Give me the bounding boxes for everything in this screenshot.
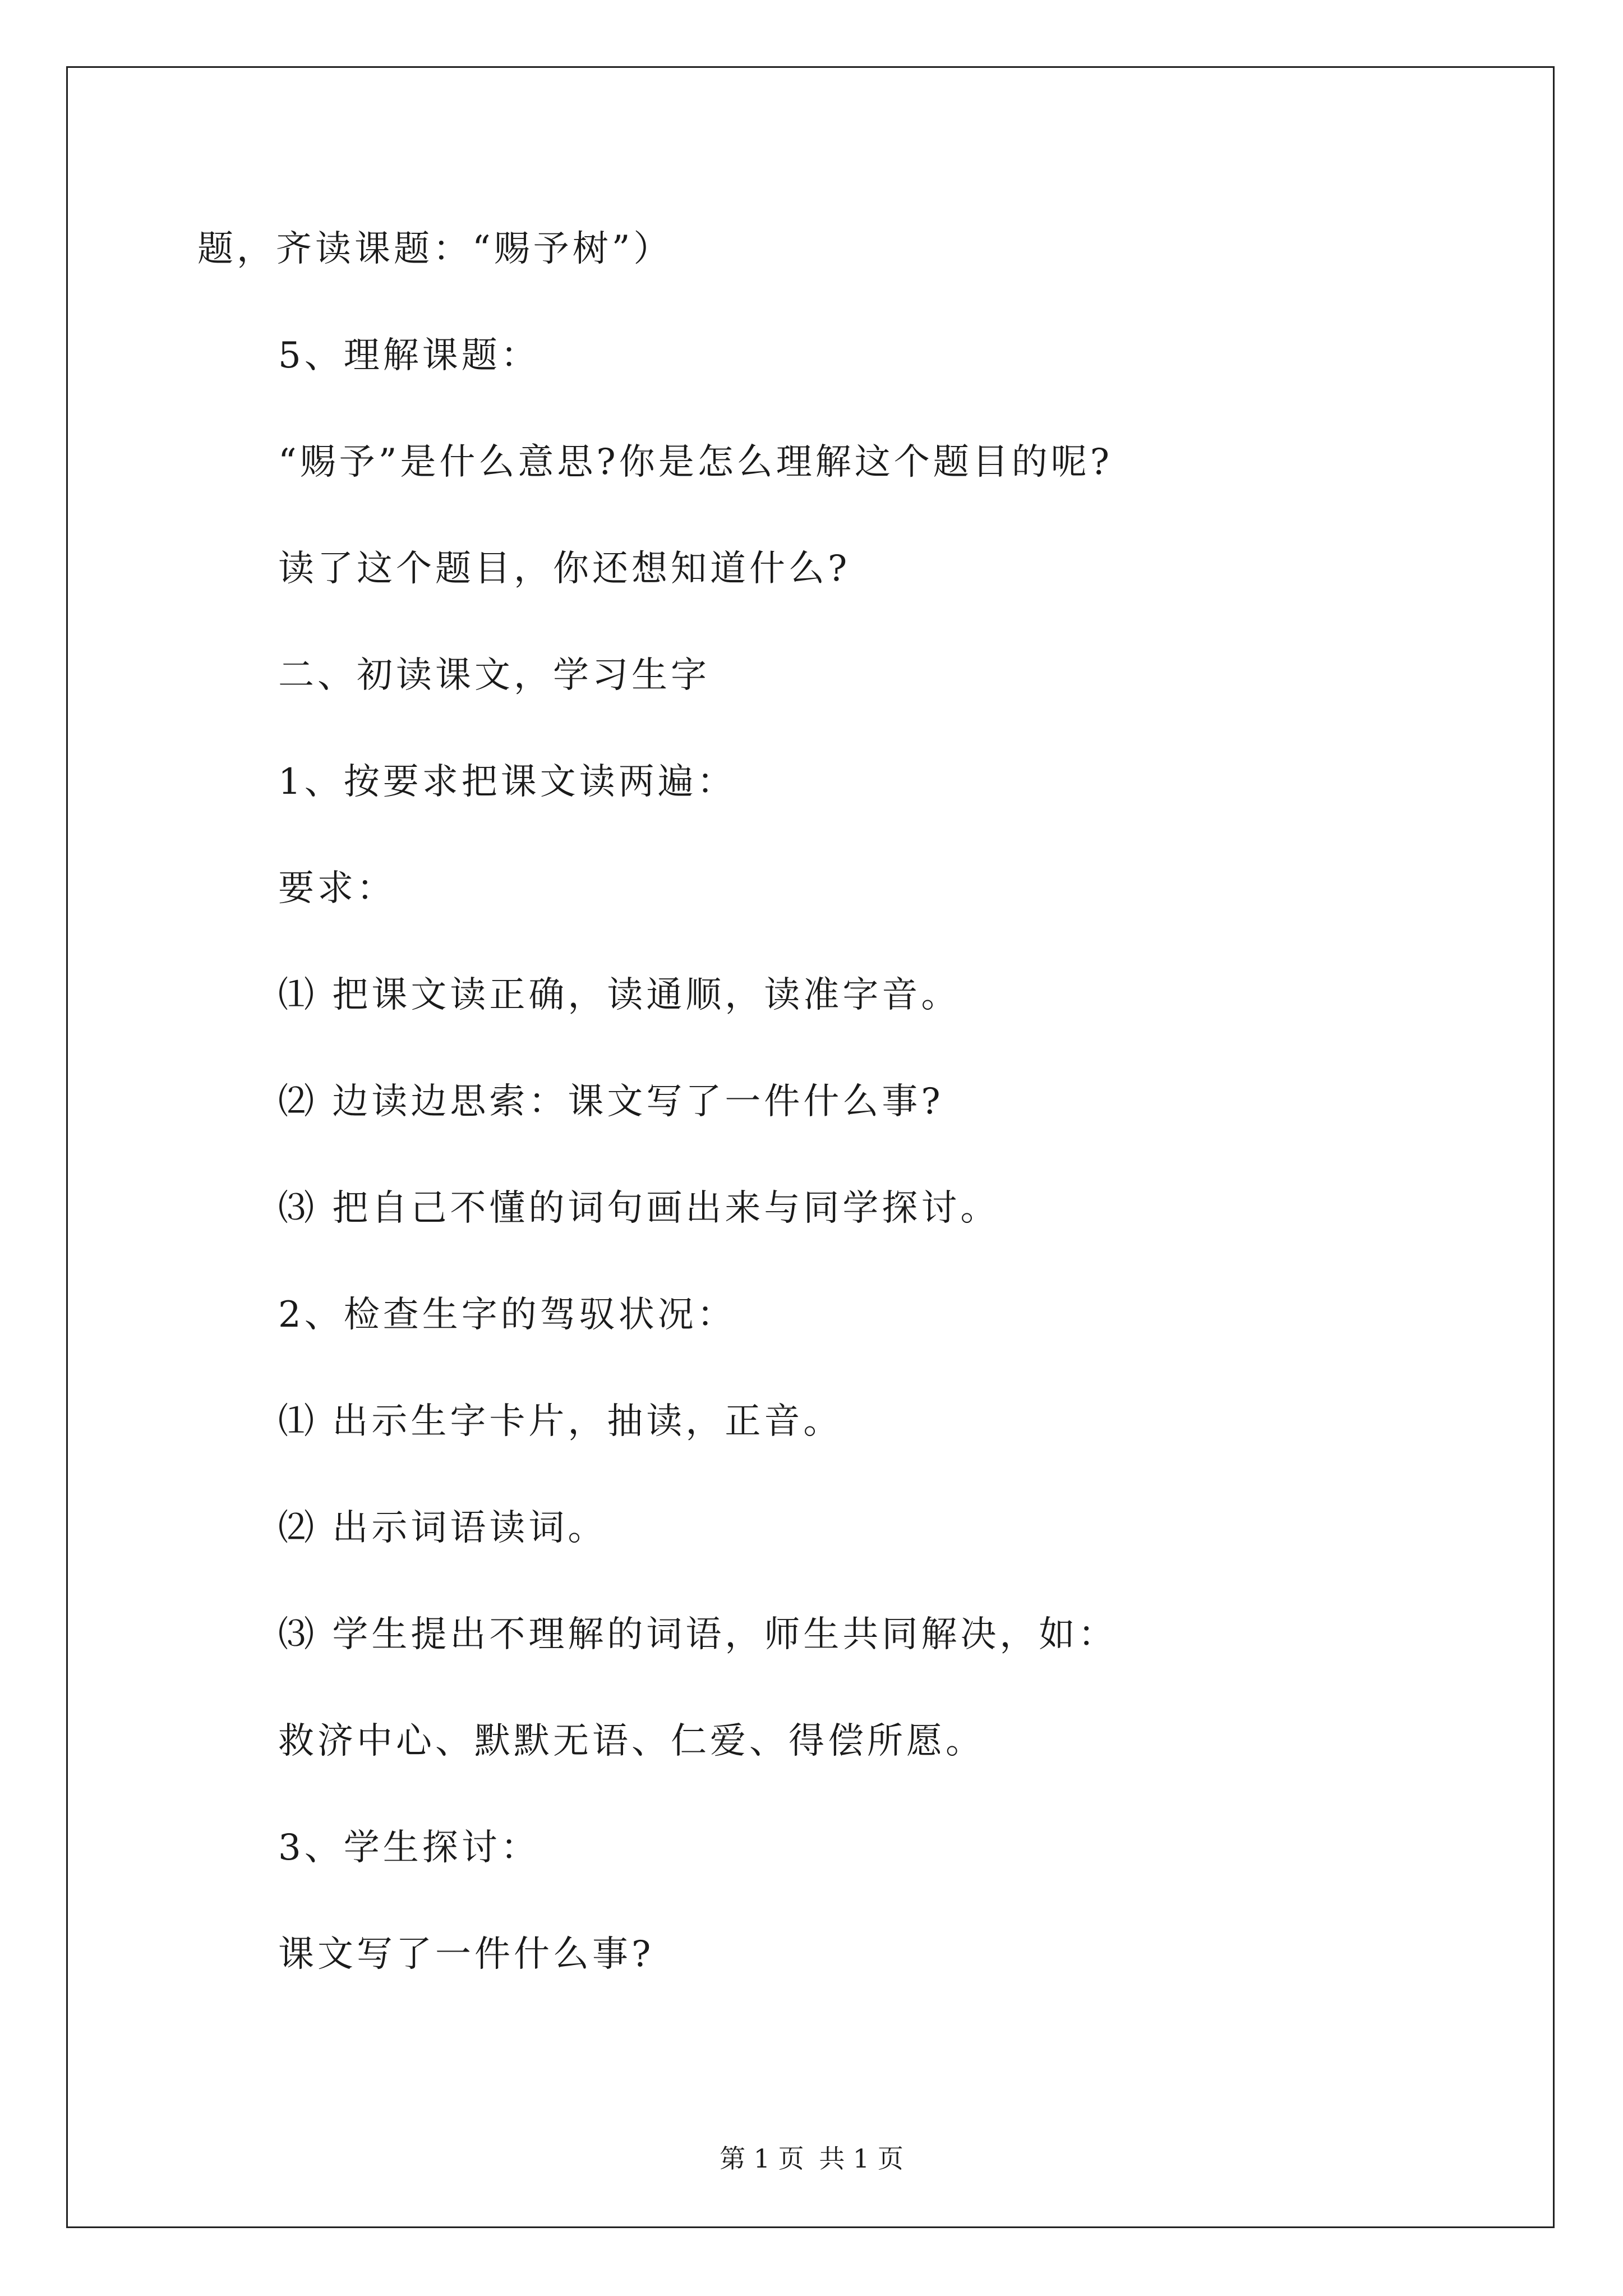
page-border bbox=[66, 66, 1555, 2228]
text-line: ⑴ 出示生字卡片，抽读，正音。 bbox=[278, 1401, 843, 1442]
text-line: “赐予”是什么意思?你是怎么理解这个题目的呢? bbox=[278, 441, 1113, 483]
text-line: 课文写了一件什么事? bbox=[278, 1934, 654, 1975]
text-line: ⑶ 学生提出不理解的词语，师生共同解决，如： bbox=[278, 1614, 1118, 1655]
current-page-number: 第 1 页 bbox=[720, 2143, 804, 2174]
text-line: 3、学生探讨： bbox=[278, 1827, 540, 1869]
text-line: ⑵ 边读边思索：课文写了一件什么事? bbox=[278, 1081, 944, 1122]
text-line: 二、初读课文，学习生字 bbox=[278, 655, 710, 696]
text-line: ⑶ 把自己不懂的词句画出来与同学探讨。 bbox=[278, 1188, 1000, 1229]
text-line: 5、理解课题： bbox=[278, 335, 540, 376]
page-footer bbox=[0, 2143, 1623, 2174]
text-line: 题，齐读课题：“赐予树”） bbox=[197, 228, 673, 270]
text-line: 2、检查生字的驾驭状况： bbox=[278, 1294, 736, 1336]
text-line: 1、按要求把课文读两遍： bbox=[278, 761, 736, 803]
total-pages: 共 1 页 bbox=[819, 2143, 903, 2174]
text-line: 救济中心、默默无语、仁爱、得偿所愿。 bbox=[278, 1720, 985, 1762]
text-line: ⑵ 出示词语读词。 bbox=[278, 1507, 607, 1549]
text-line: 读了这个题目，你还想知道什么? bbox=[278, 548, 851, 590]
text-line: ⑴ 把课文读正确，读通顺，读准字音。 bbox=[278, 974, 961, 1016]
text-line: 要求： bbox=[278, 868, 396, 909]
